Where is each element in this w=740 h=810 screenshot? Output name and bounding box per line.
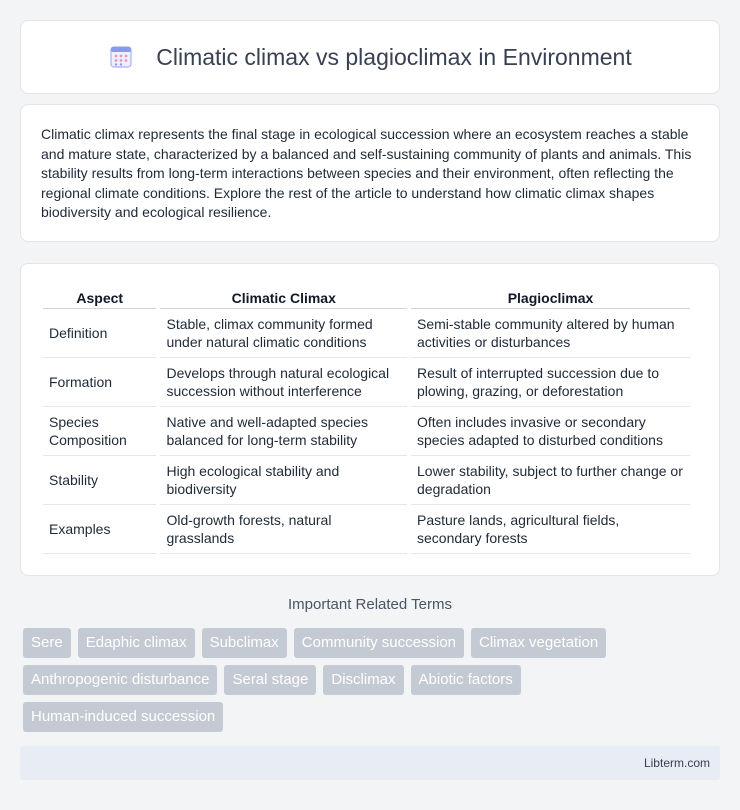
table-cell: Semi-stable community altered by human activities or disturbances [411,309,690,358]
table-cell: Often includes invasive or secondary species adapted to disturbed conditions [411,407,690,456]
tag-anthropogenic-disturbance[interactable]: Anthropogenic disturbance [23,665,217,695]
table-cell: High ecological stability and biodiversity [160,456,407,505]
header-plagioclimax: Plagioclimax [411,284,690,309]
table-cell: Pasture lands, agricultural fields, secondary forests [411,505,690,554]
tag-human-induced-succession[interactable]: Human-induced succession [23,702,223,732]
table-cell: Result of interrupted succession due to plowing, grazing, or deforestation [411,358,690,407]
table-cell: Lower stability, subject to further change or degradation [411,456,690,505]
table-cell: Species Composition [43,407,156,456]
table-cell: Native and well-adapted species balanced for long-term stability [160,407,407,456]
tag-subclimax[interactable]: Subclimax [202,628,287,658]
table-cell: Stability [43,456,156,505]
table-row [43,309,690,358]
related-terms-tags [23,628,723,739]
tag-seral-stage[interactable]: Seral stage [224,665,316,695]
comparison-table-card [20,263,720,576]
table-row [43,358,690,407]
related-terms-title: Important Related Terms [288,596,452,613]
intro-card [20,104,720,242]
table-row [43,505,690,554]
footer-site-link[interactable]: Libterm.com [643,756,710,770]
header-climatic-climax: Climatic Climax [160,284,407,309]
calendar-grid-icon [108,44,134,70]
table-cell: Develops through natural ecological succession without interference [160,358,407,407]
header-card [20,20,720,94]
tag-climax-vegetation[interactable]: Climax vegetation [471,628,606,658]
page-title: Climatic climax vs plagioclimax in Environment [156,43,632,70]
table-row [43,456,690,505]
comparison-table [39,284,694,554]
table-row [43,407,690,456]
footer [20,746,720,780]
table-cell: Stable, climax community formed under natural climatic conditions [160,309,407,358]
header-aspect: Aspect [43,284,156,309]
intro-text: Climatic climax represents the final stage in ecological succession where an ecosystem reaches a stable and mature state, characterized by a balanced and self-sustaining community of plants and animals. This stability results from long-term interactions between species and their environment, often reflecting the regional climate conditions. Explore the rest of the article to understand how climatic climax shapes biodiversity and ecological resilience. [41,126,692,221]
table-cell: Old-growth forests, natural grasslands [160,505,407,554]
tag-sere[interactable]: Sere [23,628,71,658]
table-cell: Examples [43,505,156,554]
tag-disclimax[interactable]: Disclimax [323,665,403,695]
tag-edaphic-climax[interactable]: Edaphic climax [78,628,195,658]
table-header-row [43,284,690,309]
tag-community-succession[interactable]: Community succession [294,628,464,658]
table-cell: Formation [43,358,156,407]
tag-abiotic-factors[interactable]: Abiotic factors [411,665,521,695]
table-cell: Definition [43,309,156,358]
